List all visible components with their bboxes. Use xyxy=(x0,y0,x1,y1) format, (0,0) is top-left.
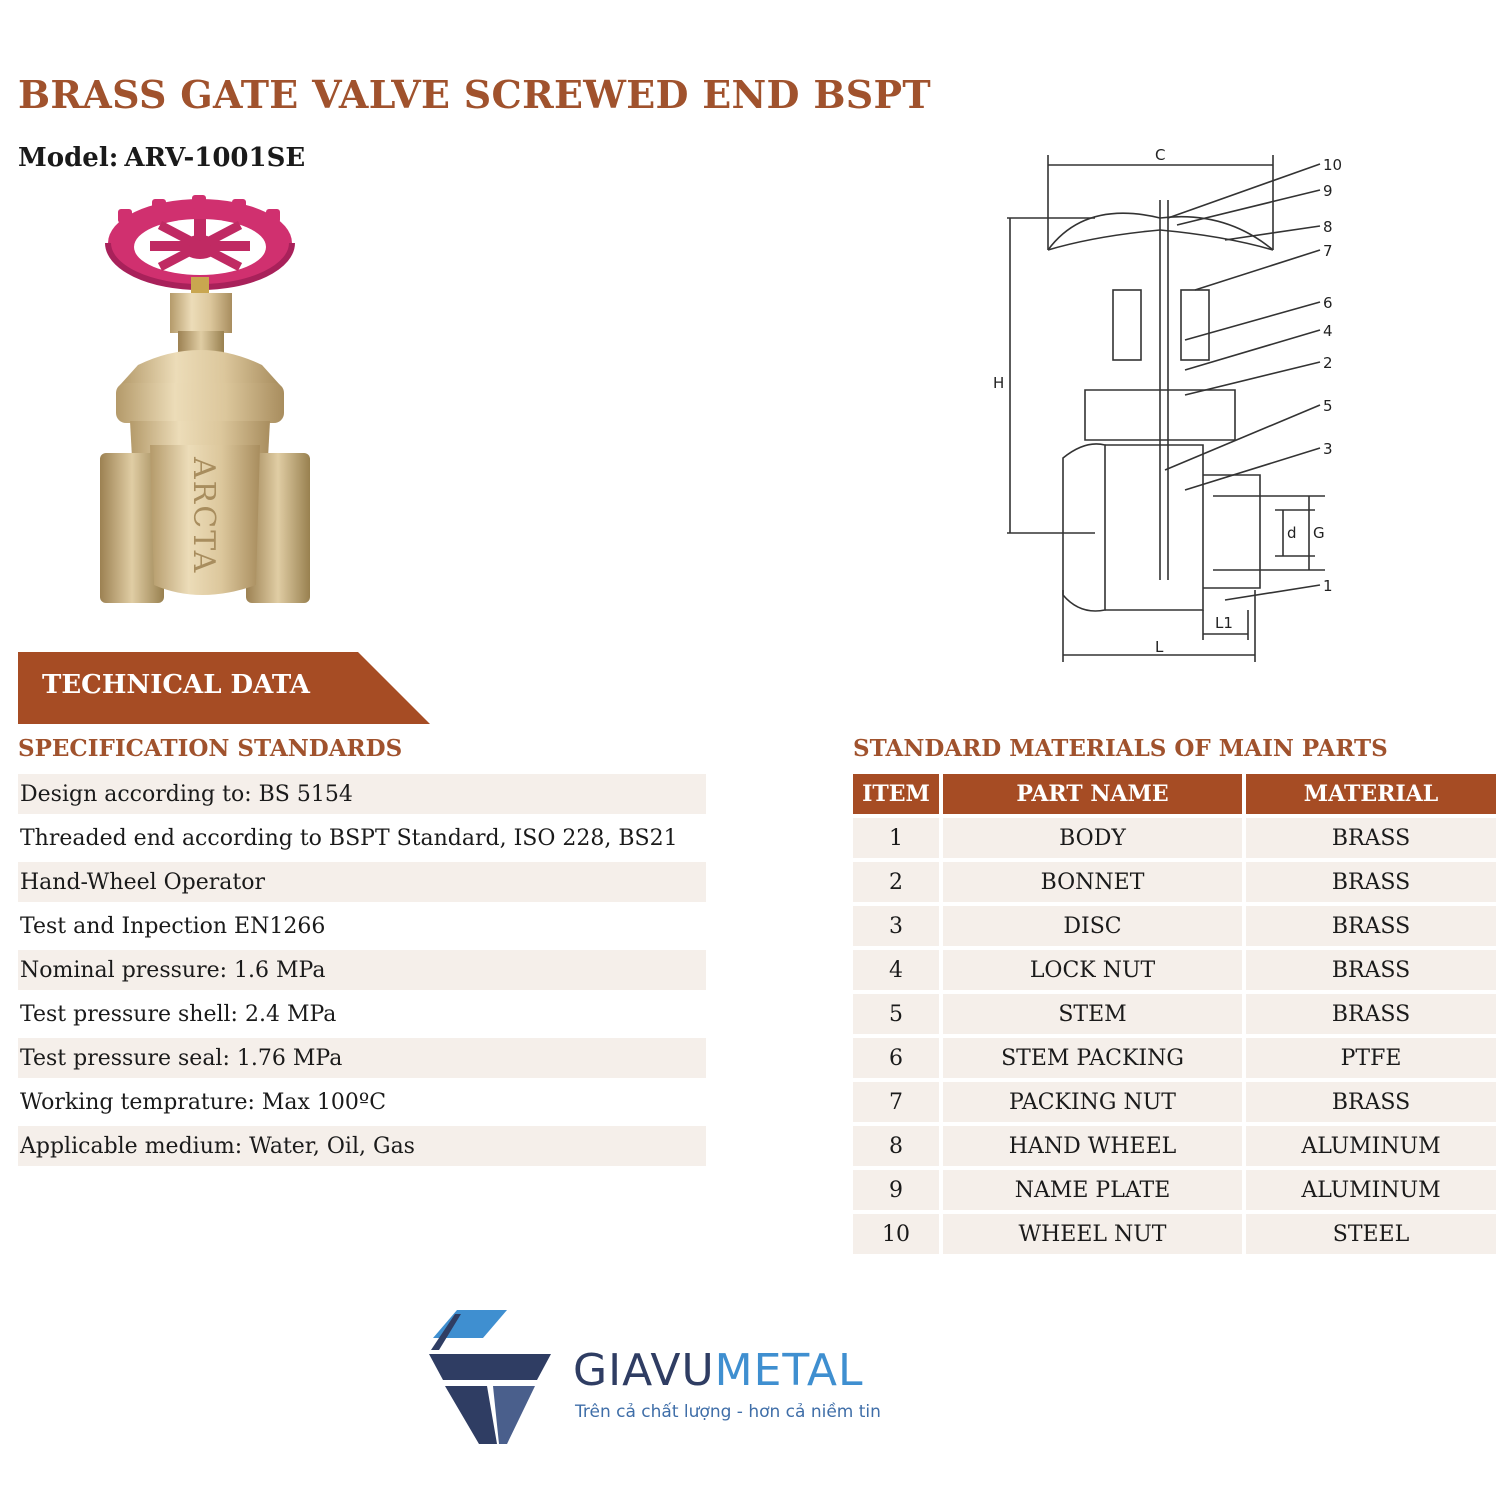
cell-material: BRASS xyxy=(1246,1082,1496,1122)
cell-item: 7 xyxy=(853,1082,939,1122)
cell-part-name: NAME PLATE xyxy=(943,1170,1242,1210)
dim-d-label: d xyxy=(1287,524,1297,542)
cell-material: BRASS xyxy=(1246,862,1496,902)
spec-item: Working temprature: Max 100ºC xyxy=(18,1082,706,1122)
cell-part-name: HAND WHEEL xyxy=(943,1126,1242,1166)
model-label: Model: xyxy=(18,143,119,173)
logo-tagline: Trên cả chất lượng - hơn cả niềm tin xyxy=(575,1402,881,1422)
table-row xyxy=(853,1082,1500,1122)
column-header-item: ITEM xyxy=(853,774,939,814)
cell-item: 10 xyxy=(853,1214,939,1254)
spec-item: Test pressure shell: 2.4 MPa xyxy=(18,994,706,1034)
spec-item: Threaded end according to BSPT Standard, ISO 228, BS21 xyxy=(18,818,706,858)
table-row xyxy=(853,950,1500,990)
cell-part-name: LOCK NUT xyxy=(943,950,1242,990)
callout-10: 10 xyxy=(1323,156,1343,174)
callout-3: 3 xyxy=(1323,440,1333,458)
technical-drawing xyxy=(985,140,1345,675)
model-value: ARV-1001SE xyxy=(124,143,306,173)
product-photo xyxy=(90,195,320,610)
specification-heading: SPECIFICATION STANDARDS xyxy=(18,735,403,762)
callout-8: 8 xyxy=(1323,218,1333,236)
cell-material: PTFE xyxy=(1246,1038,1496,1078)
callout-7: 7 xyxy=(1323,242,1333,260)
cell-material: BRASS xyxy=(1246,906,1496,946)
cell-material: BRASS xyxy=(1246,950,1496,990)
dim-l1-label: L1 xyxy=(1215,614,1233,632)
cell-material: BRASS xyxy=(1246,994,1496,1034)
cell-item: 5 xyxy=(853,994,939,1034)
cell-item: 3 xyxy=(853,906,939,946)
callout-4: 4 xyxy=(1323,322,1333,340)
company-logo xyxy=(425,1310,925,1445)
photo-brand-text: ARCTA xyxy=(186,457,221,575)
dim-g-label: G xyxy=(1313,524,1325,542)
column-header-part-name: PART NAME xyxy=(943,774,1242,814)
cell-part-name: BODY xyxy=(943,818,1242,858)
model-line xyxy=(18,143,305,173)
callout-2: 2 xyxy=(1323,354,1333,372)
logo-wordmark xyxy=(573,1345,864,1396)
table-row xyxy=(853,1170,1500,1210)
logo-mark-icon xyxy=(425,1310,555,1445)
spec-item: Applicable medium: Water, Oil, Gas xyxy=(18,1126,706,1166)
technical-data-banner xyxy=(18,652,430,724)
table-row xyxy=(853,994,1500,1034)
table-row xyxy=(853,1214,1500,1254)
cell-part-name: BONNET xyxy=(943,862,1242,902)
materials-table xyxy=(853,774,1500,1258)
cell-item: 1 xyxy=(853,818,939,858)
cell-part-name: WHEEL NUT xyxy=(943,1214,1242,1254)
cell-part-name: STEM xyxy=(943,994,1242,1034)
callout-1: 1 xyxy=(1323,577,1333,595)
logo-name-part2: METAL xyxy=(714,1345,864,1396)
table-header-row xyxy=(853,774,1500,814)
materials-heading: STANDARD MATERIALS OF MAIN PARTS xyxy=(853,735,1388,762)
cell-material: ALUMINUM xyxy=(1246,1170,1496,1210)
cell-part-name: STEM PACKING xyxy=(943,1038,1242,1078)
page-title: BRASS GATE VALVE SCREWED END BSPT xyxy=(18,72,931,117)
callout-9: 9 xyxy=(1323,182,1333,200)
cell-item: 8 xyxy=(853,1126,939,1166)
spec-item: Test and Inpection EN1266 xyxy=(18,906,706,946)
callout-6: 6 xyxy=(1323,294,1333,312)
technical-data-label: TECHNICAL DATA xyxy=(42,670,310,700)
spec-item: Test pressure seal: 1.76 MPa xyxy=(18,1038,706,1078)
table-row xyxy=(853,1126,1500,1166)
cell-material: STEEL xyxy=(1246,1214,1496,1254)
cell-material: BRASS xyxy=(1246,818,1496,858)
cell-part-name: DISC xyxy=(943,906,1242,946)
logo-name-part1: GIAVU xyxy=(573,1345,715,1396)
dim-h-label: H xyxy=(993,374,1005,392)
specification-list xyxy=(18,774,706,1170)
column-header-material: MATERIAL xyxy=(1246,774,1496,814)
hand-wheel-icon xyxy=(108,195,292,287)
table-row xyxy=(853,862,1500,902)
spec-item: Hand-Wheel Operator xyxy=(18,862,706,902)
cell-item: 4 xyxy=(853,950,939,990)
cell-item: 2 xyxy=(853,862,939,902)
dim-c-label: C xyxy=(1155,146,1166,164)
spec-item: Design according to: BS 5154 xyxy=(18,774,706,814)
callout-5: 5 xyxy=(1323,397,1333,415)
spec-item: Nominal pressure: 1.6 MPa xyxy=(18,950,706,990)
table-row xyxy=(853,906,1500,946)
cell-item: 6 xyxy=(853,1038,939,1078)
dim-l-label: L xyxy=(1155,638,1164,656)
table-row xyxy=(853,818,1500,858)
cell-material: ALUMINUM xyxy=(1246,1126,1496,1166)
cell-part-name: PACKING NUT xyxy=(943,1082,1242,1122)
cell-item: 9 xyxy=(853,1170,939,1210)
table-row xyxy=(853,1038,1500,1078)
